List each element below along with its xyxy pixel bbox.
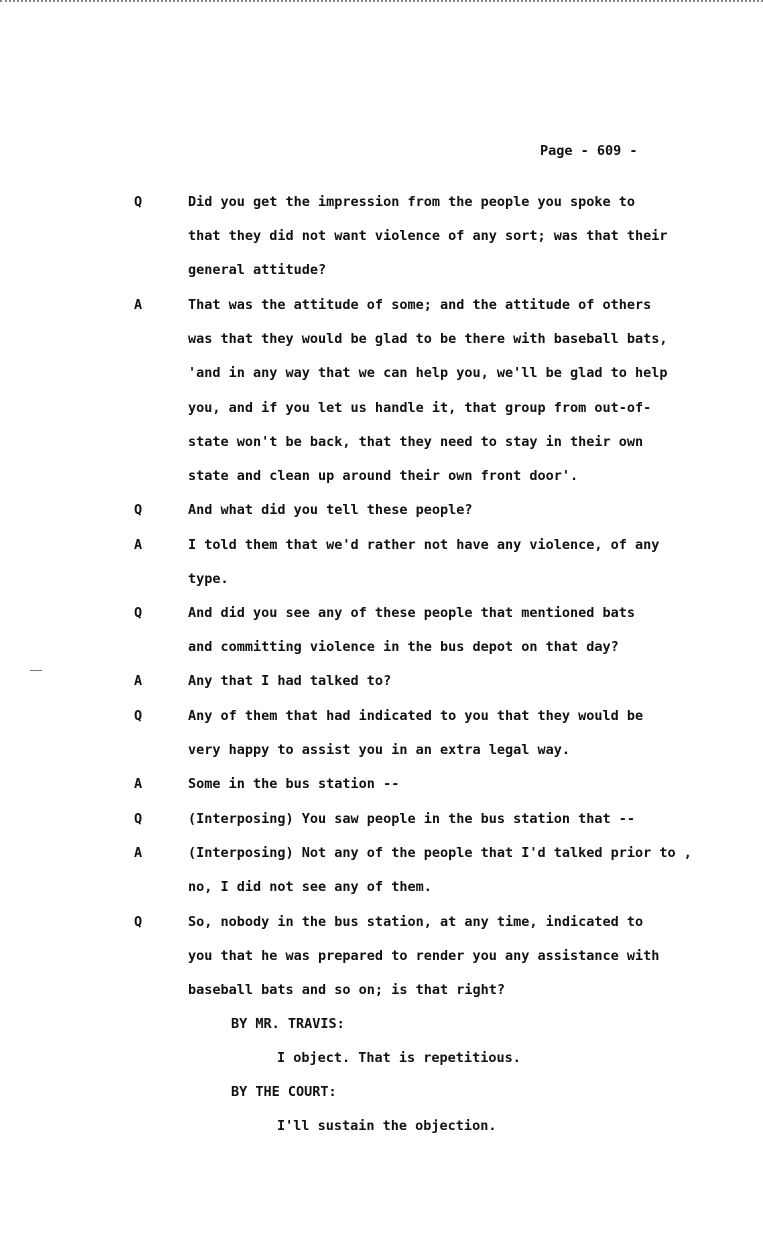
- transcript-line: [0, 708, 763, 728]
- question-text: that they did not want violence of any sort; was that their: [188, 228, 668, 244]
- answer-text: 'and in any way that we can help you, we'll be glad to help: [188, 365, 668, 381]
- transcript-line: [0, 262, 763, 282]
- answer-label: A: [134, 776, 143, 792]
- answer-text: you, and if you let us handle it, that group from out-of-: [188, 400, 652, 416]
- question-text: you that he was prepared to render you any assistance with: [188, 948, 660, 964]
- speaker-heading: BY THE COURT:: [231, 1084, 337, 1100]
- question-text: And what did you tell these people?: [188, 502, 473, 518]
- margin-mark: [30, 670, 42, 671]
- answer-text: That was the attitude of some; and the attitude of others: [188, 297, 652, 313]
- transcript-line: [0, 776, 763, 796]
- transcript-line: [0, 537, 763, 557]
- transcript-line: [0, 914, 763, 934]
- transcript-line: [0, 742, 763, 762]
- speaker-statement: I object. That is repetitious.: [277, 1050, 521, 1066]
- transcript-line: [0, 571, 763, 591]
- question-text: Any of them that had indicated to you that they would be: [188, 708, 644, 724]
- answer-label: A: [134, 673, 143, 689]
- question-text: And did you see any of these people that mentioned bats: [188, 605, 636, 621]
- answer-text: state won't be back, that they need to stay in their own: [188, 434, 644, 450]
- speaker-heading: BY MR. TRAVIS:: [231, 1016, 345, 1032]
- page-top-edge: [0, 0, 763, 6]
- transcript-line: [0, 434, 763, 454]
- answer-text: state and clean up around their own front door'.: [188, 468, 579, 484]
- question-text: So, nobody in the bus station, at any time, indicated to: [188, 914, 644, 930]
- question-text: baseball bats and so on; is that right?: [188, 982, 505, 998]
- transcript-line: [0, 228, 763, 248]
- transcript-line: [0, 845, 763, 865]
- transcript-line: [0, 194, 763, 214]
- question-text: general attitude?: [188, 262, 327, 278]
- answer-text: I told them that we'd rather not have any violence, of any: [188, 537, 660, 553]
- transcript-line: [0, 948, 763, 968]
- page-number: Page - 609 -: [540, 143, 638, 159]
- question-text: Did you get the impression from the people you spoke to: [188, 194, 636, 210]
- answer-label: A: [134, 537, 143, 553]
- transcript-line: [0, 605, 763, 625]
- transcript-line: [0, 331, 763, 351]
- question-label: Q: [134, 708, 143, 724]
- answer-text: Any that I had talked to?: [188, 673, 392, 689]
- colloquy-line: [0, 1050, 763, 1070]
- question-text: very happy to assist you in an extra legal way.: [188, 742, 571, 758]
- transcript-line: [0, 400, 763, 420]
- answer-text: Some in the bus station --: [188, 776, 400, 792]
- question-label: Q: [134, 194, 143, 210]
- transcript-line: [0, 297, 763, 317]
- colloquy-line: [0, 1118, 763, 1138]
- answer-label: A: [134, 297, 143, 313]
- transcript-line: [0, 468, 763, 488]
- answer-text: no, I did not see any of them.: [188, 879, 432, 895]
- transcript-line: [0, 502, 763, 522]
- answer-text: type.: [188, 571, 229, 587]
- transcript-line: [0, 982, 763, 1002]
- question-label: Q: [134, 502, 143, 518]
- transcript-line: [0, 811, 763, 831]
- colloquy-line: [0, 1016, 763, 1036]
- answer-label: A: [134, 845, 143, 861]
- transcript-line: [0, 879, 763, 899]
- speaker-statement: I'll sustain the objection.: [277, 1118, 497, 1134]
- answer-text: (Interposing) Not any of the people that I'd talked prior to ,: [188, 845, 692, 861]
- question-label: Q: [134, 605, 143, 621]
- question-text: (Interposing) You saw people in the bus station that --: [188, 811, 636, 827]
- question-text: and committing violence in the bus depot on that day?: [188, 639, 619, 655]
- colloquy-line: [0, 1084, 763, 1104]
- transcript-line: [0, 365, 763, 385]
- answer-text: was that they would be glad to be there with baseball bats,: [188, 331, 668, 347]
- transcript-line: [0, 639, 763, 659]
- question-label: Q: [134, 914, 143, 930]
- transcript-line: [0, 673, 763, 693]
- question-label: Q: [134, 811, 143, 827]
